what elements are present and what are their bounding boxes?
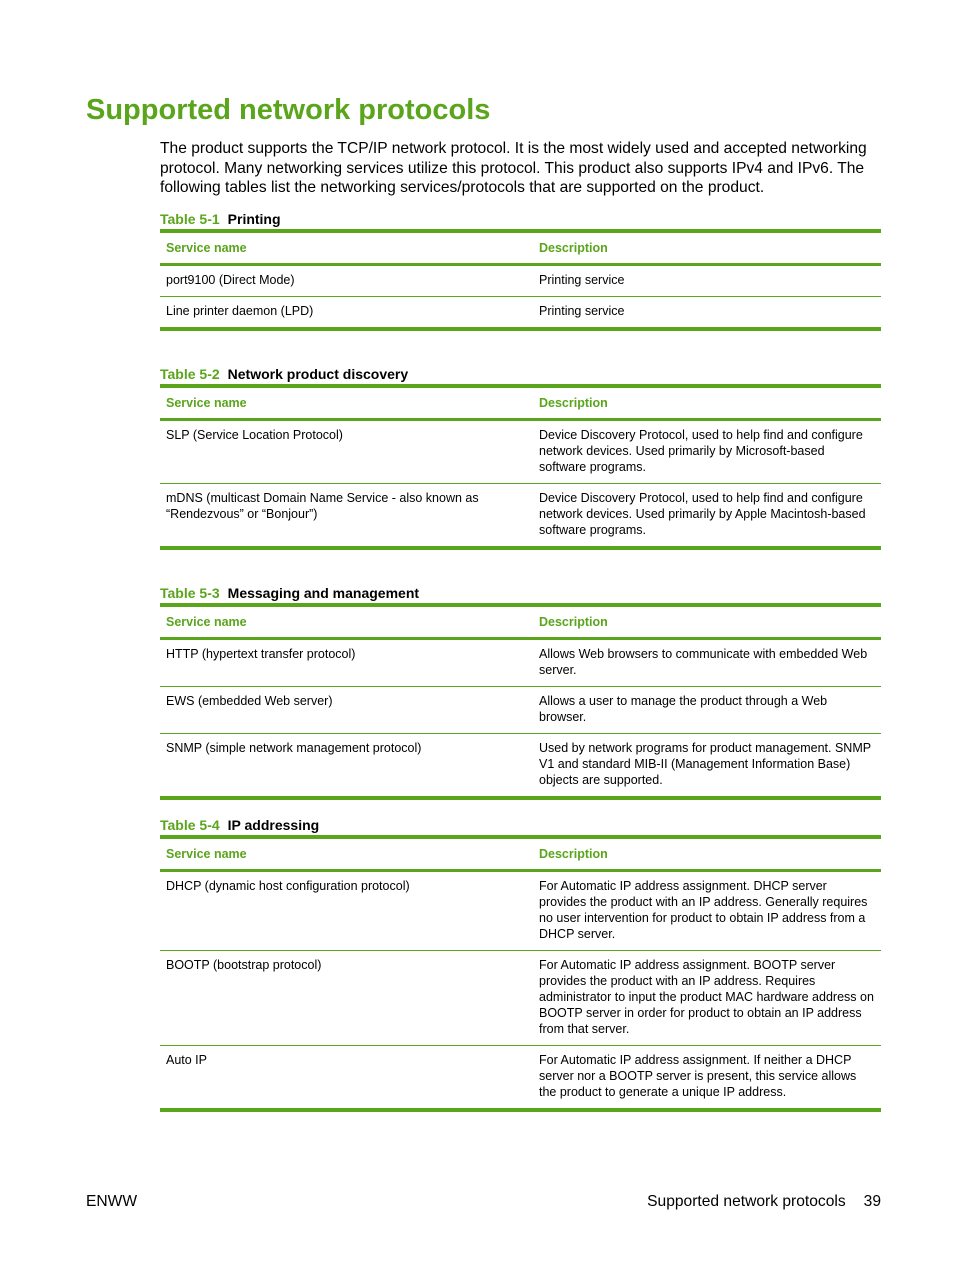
cell-service-name: Auto IP [166,1053,207,1067]
footer-left: ENWW [86,1193,138,1210]
cell-service-name: DHCP (dynamic host configuration protocol) [166,879,410,893]
table-row [160,420,881,484]
cell-description: Allows Web browsers to communicate with embedded Web server. [539,647,868,677]
table-caption [160,583,881,603]
table-printing [160,209,881,331]
table-row [160,265,881,297]
cell-service-name: mDNS (multicast Domain Name Service - also known as “Rendezvous” or “Bonjour”) [166,491,479,521]
footer-right [647,1193,881,1211]
table-number: Table 5-2 [160,366,220,382]
printing-table [160,229,881,331]
table-title: IP addressing [227,817,320,833]
table-messaging-management [160,583,881,800]
header-description: Description [539,847,608,861]
cell-description: Printing service [539,304,625,318]
cell-description: For Automatic IP address assignment. DHCP server provides the product with an IP address. Generally requires no user intervention for product to obtain IP address from a DHCP server. [539,879,868,941]
table-row [160,687,881,734]
header-service-name: Service name [166,615,247,629]
cell-service-name: EWS (embedded Web server) [166,694,333,708]
table-row [160,951,881,1046]
header-service-name: Service name [166,847,247,861]
table-caption [160,209,881,229]
table-title: Printing [227,211,281,227]
cell-description: Used by network programs for product management. SNMP V1 and standard MIB-II (Management Information Base) objects are supported. [539,741,871,787]
table-row [160,734,881,799]
table-title: Network product discovery [227,366,409,382]
cell-description: Printing service [539,273,625,287]
table-number: Table 5-3 [160,585,220,601]
ip-addressing-table [160,835,881,1112]
cell-service-name: port9100 (Direct Mode) [166,273,295,287]
cell-service-name: Line printer daemon (LPD) [166,304,314,318]
header-description: Description [539,396,608,410]
table-ip-addressing [160,815,881,1112]
table-row [160,1046,881,1111]
header-description: Description [539,615,608,629]
table-row [160,484,881,549]
cell-description: Device Discovery Protocol, used to help find and configure network devices. Used primarily by Apple Macintosh-based software programs. [539,491,866,537]
table-number: Table 5-1 [160,211,220,227]
discovery-table [160,384,881,550]
cell-description: Device Discovery Protocol, used to help find and configure network devices. Used primarily by Microsoft-based software programs. [539,428,863,474]
cell-service-name: SLP (Service Location Protocol) [166,428,343,442]
table-caption [160,815,881,835]
table-network-product-discovery [160,364,881,550]
header-service-name: Service name [166,241,247,255]
cell-service-name: SNMP (simple network management protocol) [166,741,422,755]
table-title: Messaging and management [227,585,420,601]
page-title: Supported network protocols [86,94,491,126]
cell-service-name: BOOTP (bootstrap protocol) [166,958,322,972]
table-row [160,639,881,687]
table-row [160,297,881,330]
table-row [160,871,881,951]
header-description: Description [539,241,608,255]
page-number: 39 [863,1193,881,1210]
cell-description: For Automatic IP address assignment. If neither a DHCP server nor a BOOTP server is present, this service allows the product to generate a unique IP address. [539,1053,857,1099]
cell-description: Allows a user to manage the product through a Web browser. [539,694,828,724]
table-number: Table 5-4 [160,817,220,833]
messaging-table [160,603,881,800]
header-service-name: Service name [166,396,247,410]
cell-service-name: HTTP (hypertext transfer protocol) [166,647,356,661]
cell-description: For Automatic IP address assignment. BOOTP server provides the product with an IP address. Requires administrator to input the product MAC hardware address on BOOTP server in order for product to obtain an IP address from that server. [539,958,874,1036]
table-caption [160,364,881,384]
footer-section: Supported network protocols [647,1193,846,1210]
intro-paragraph: The product supports the TCP/IP network protocol. It is the most widely used and accepted networking protocol. Many networking services utilize this protocol. This product also supports IPv4 and IPv6. The following tables list the networking services/protocols that are supported on the product. [160,140,867,196]
